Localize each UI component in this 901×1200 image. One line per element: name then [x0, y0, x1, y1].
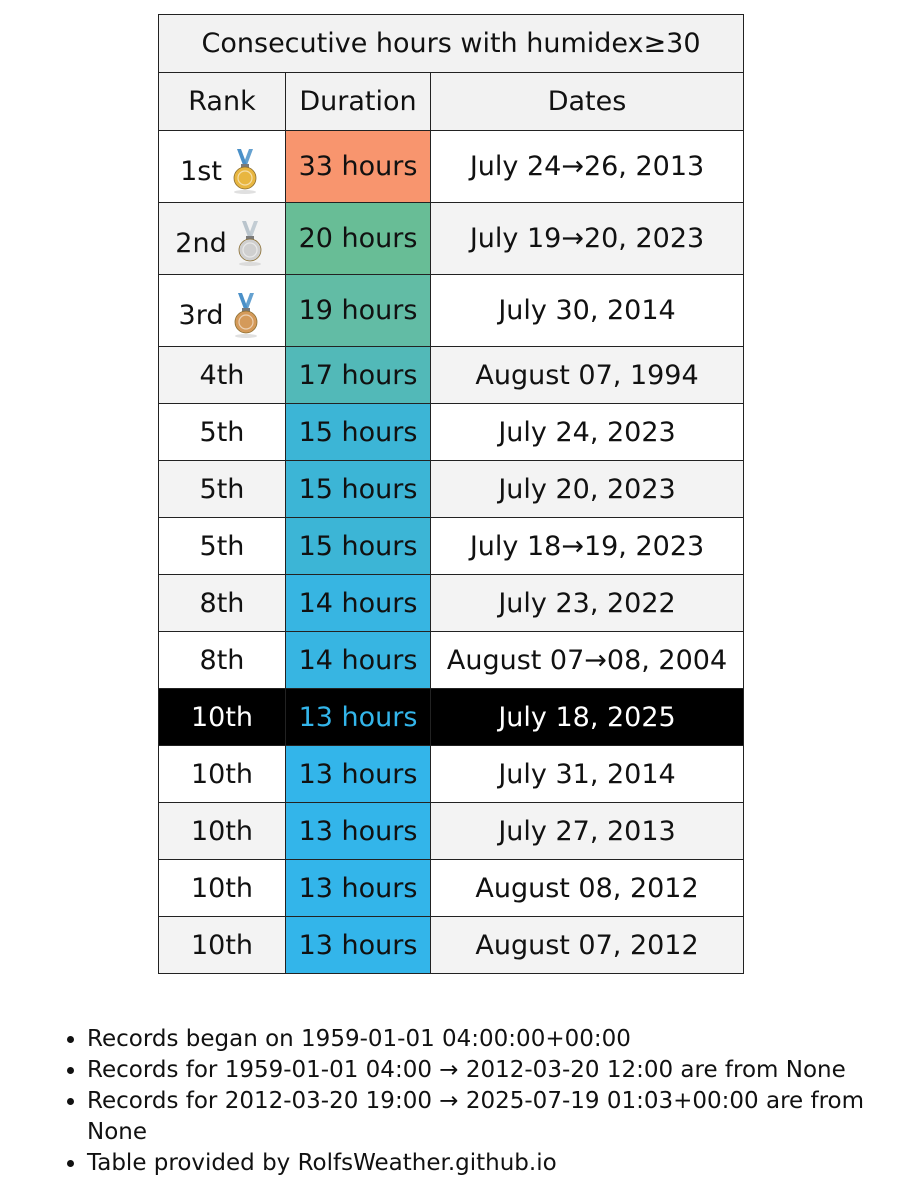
rank-cell: 8th: [159, 575, 286, 632]
table-header-row: [159, 73, 744, 131]
table-row: [159, 917, 744, 974]
rank-cell: 4th: [159, 347, 286, 404]
table-row: [159, 347, 744, 404]
rank-label: 3rd: [178, 299, 224, 331]
duration-cell: 20 hours: [286, 203, 431, 275]
dates-cell: July 19→20, 2023: [431, 203, 744, 275]
bronze-medal-icon: [227, 291, 265, 339]
rank-with-medal: [179, 283, 266, 339]
note-item: • Table provided by RolfsWeather.github.io: [87, 1148, 901, 1179]
dates-cell: July 23, 2022: [431, 575, 744, 632]
duration-cell: 14 hours: [286, 575, 431, 632]
header-rank: Rank: [159, 73, 286, 131]
dates-cell: August 07→08, 2004: [431, 632, 744, 689]
rank-cell: 5th: [159, 461, 286, 518]
table-body: [159, 131, 744, 974]
note-item: • Records for 2012-03-20 19:00 → 2025-07-19 01:03+00:00 are from None: [87, 1086, 901, 1148]
dates-cell: July 31, 2014: [431, 746, 744, 803]
duration-cell: 13 hours: [286, 746, 431, 803]
note-item: • Records began on 1959-01-01 04:00:00+00:00: [87, 1024, 901, 1055]
duration-cell: 15 hours: [286, 518, 431, 575]
table-row: [159, 575, 744, 632]
table-row: [159, 203, 744, 275]
dates-cell: July 20, 2023: [431, 461, 744, 518]
dates-cell: July 27, 2013: [431, 803, 744, 860]
rank-label: 1st: [180, 155, 222, 187]
header-dates: Dates: [431, 73, 744, 131]
silver-medal-icon: [231, 219, 269, 267]
rank-label: 2nd: [175, 227, 227, 259]
dates-cell: August 08, 2012: [431, 860, 744, 917]
dates-cell: July 18, 2025: [431, 689, 744, 746]
table-title-row: [159, 15, 744, 73]
table-row: [159, 746, 744, 803]
rank-cell: [159, 131, 286, 203]
rank-cell: 5th: [159, 518, 286, 575]
duration-cell: 15 hours: [286, 404, 431, 461]
dates-cell: August 07, 2012: [431, 917, 744, 974]
rank-cell: 10th: [159, 917, 286, 974]
table-row: [159, 275, 744, 347]
dates-cell: July 24, 2023: [431, 404, 744, 461]
duration-cell: 13 hours: [286, 803, 431, 860]
dates-cell: August 07, 1994: [431, 347, 744, 404]
note-item: • Records for 1959-01-01 04:00 → 2012-03-20 12:00 are from None: [87, 1055, 901, 1086]
rank-cell: 10th: [159, 746, 286, 803]
table-title: Consecutive hours with humidex≥30: [159, 15, 744, 73]
table-row: [159, 632, 744, 689]
table-row: [159, 404, 744, 461]
duration-cell: 15 hours: [286, 461, 431, 518]
table-row: [159, 860, 744, 917]
rank-with-medal: [175, 211, 268, 267]
dates-cell: July 18→19, 2023: [431, 518, 744, 575]
gold-medal-icon: [226, 147, 264, 195]
rank-cell: 10th: [159, 860, 286, 917]
dates-cell: July 30, 2014: [431, 275, 744, 347]
table-row: [159, 461, 744, 518]
duration-cell: 19 hours: [286, 275, 431, 347]
rank-cell: 5th: [159, 404, 286, 461]
dates-cell: July 24→26, 2013: [431, 131, 744, 203]
duration-cell: 13 hours: [286, 860, 431, 917]
table-row: [159, 131, 744, 203]
rank-cell: 10th: [159, 689, 286, 746]
duration-cell: 17 hours: [286, 347, 431, 404]
rank-with-medal: [180, 139, 264, 195]
duration-cell: 33 hours: [286, 131, 431, 203]
duration-cell: 13 hours: [286, 689, 431, 746]
duration-cell: 13 hours: [286, 917, 431, 974]
header-duration: Duration: [286, 73, 431, 131]
rank-cell: [159, 203, 286, 275]
rank-cell: 10th: [159, 803, 286, 860]
rank-cell: [159, 275, 286, 347]
records-table: [158, 14, 744, 974]
notes-list: [47, 1024, 901, 1179]
table-row-highlighted: [159, 689, 744, 746]
table-row: [159, 803, 744, 860]
table-row: [159, 518, 744, 575]
duration-cell: 14 hours: [286, 632, 431, 689]
rank-cell: 8th: [159, 632, 286, 689]
